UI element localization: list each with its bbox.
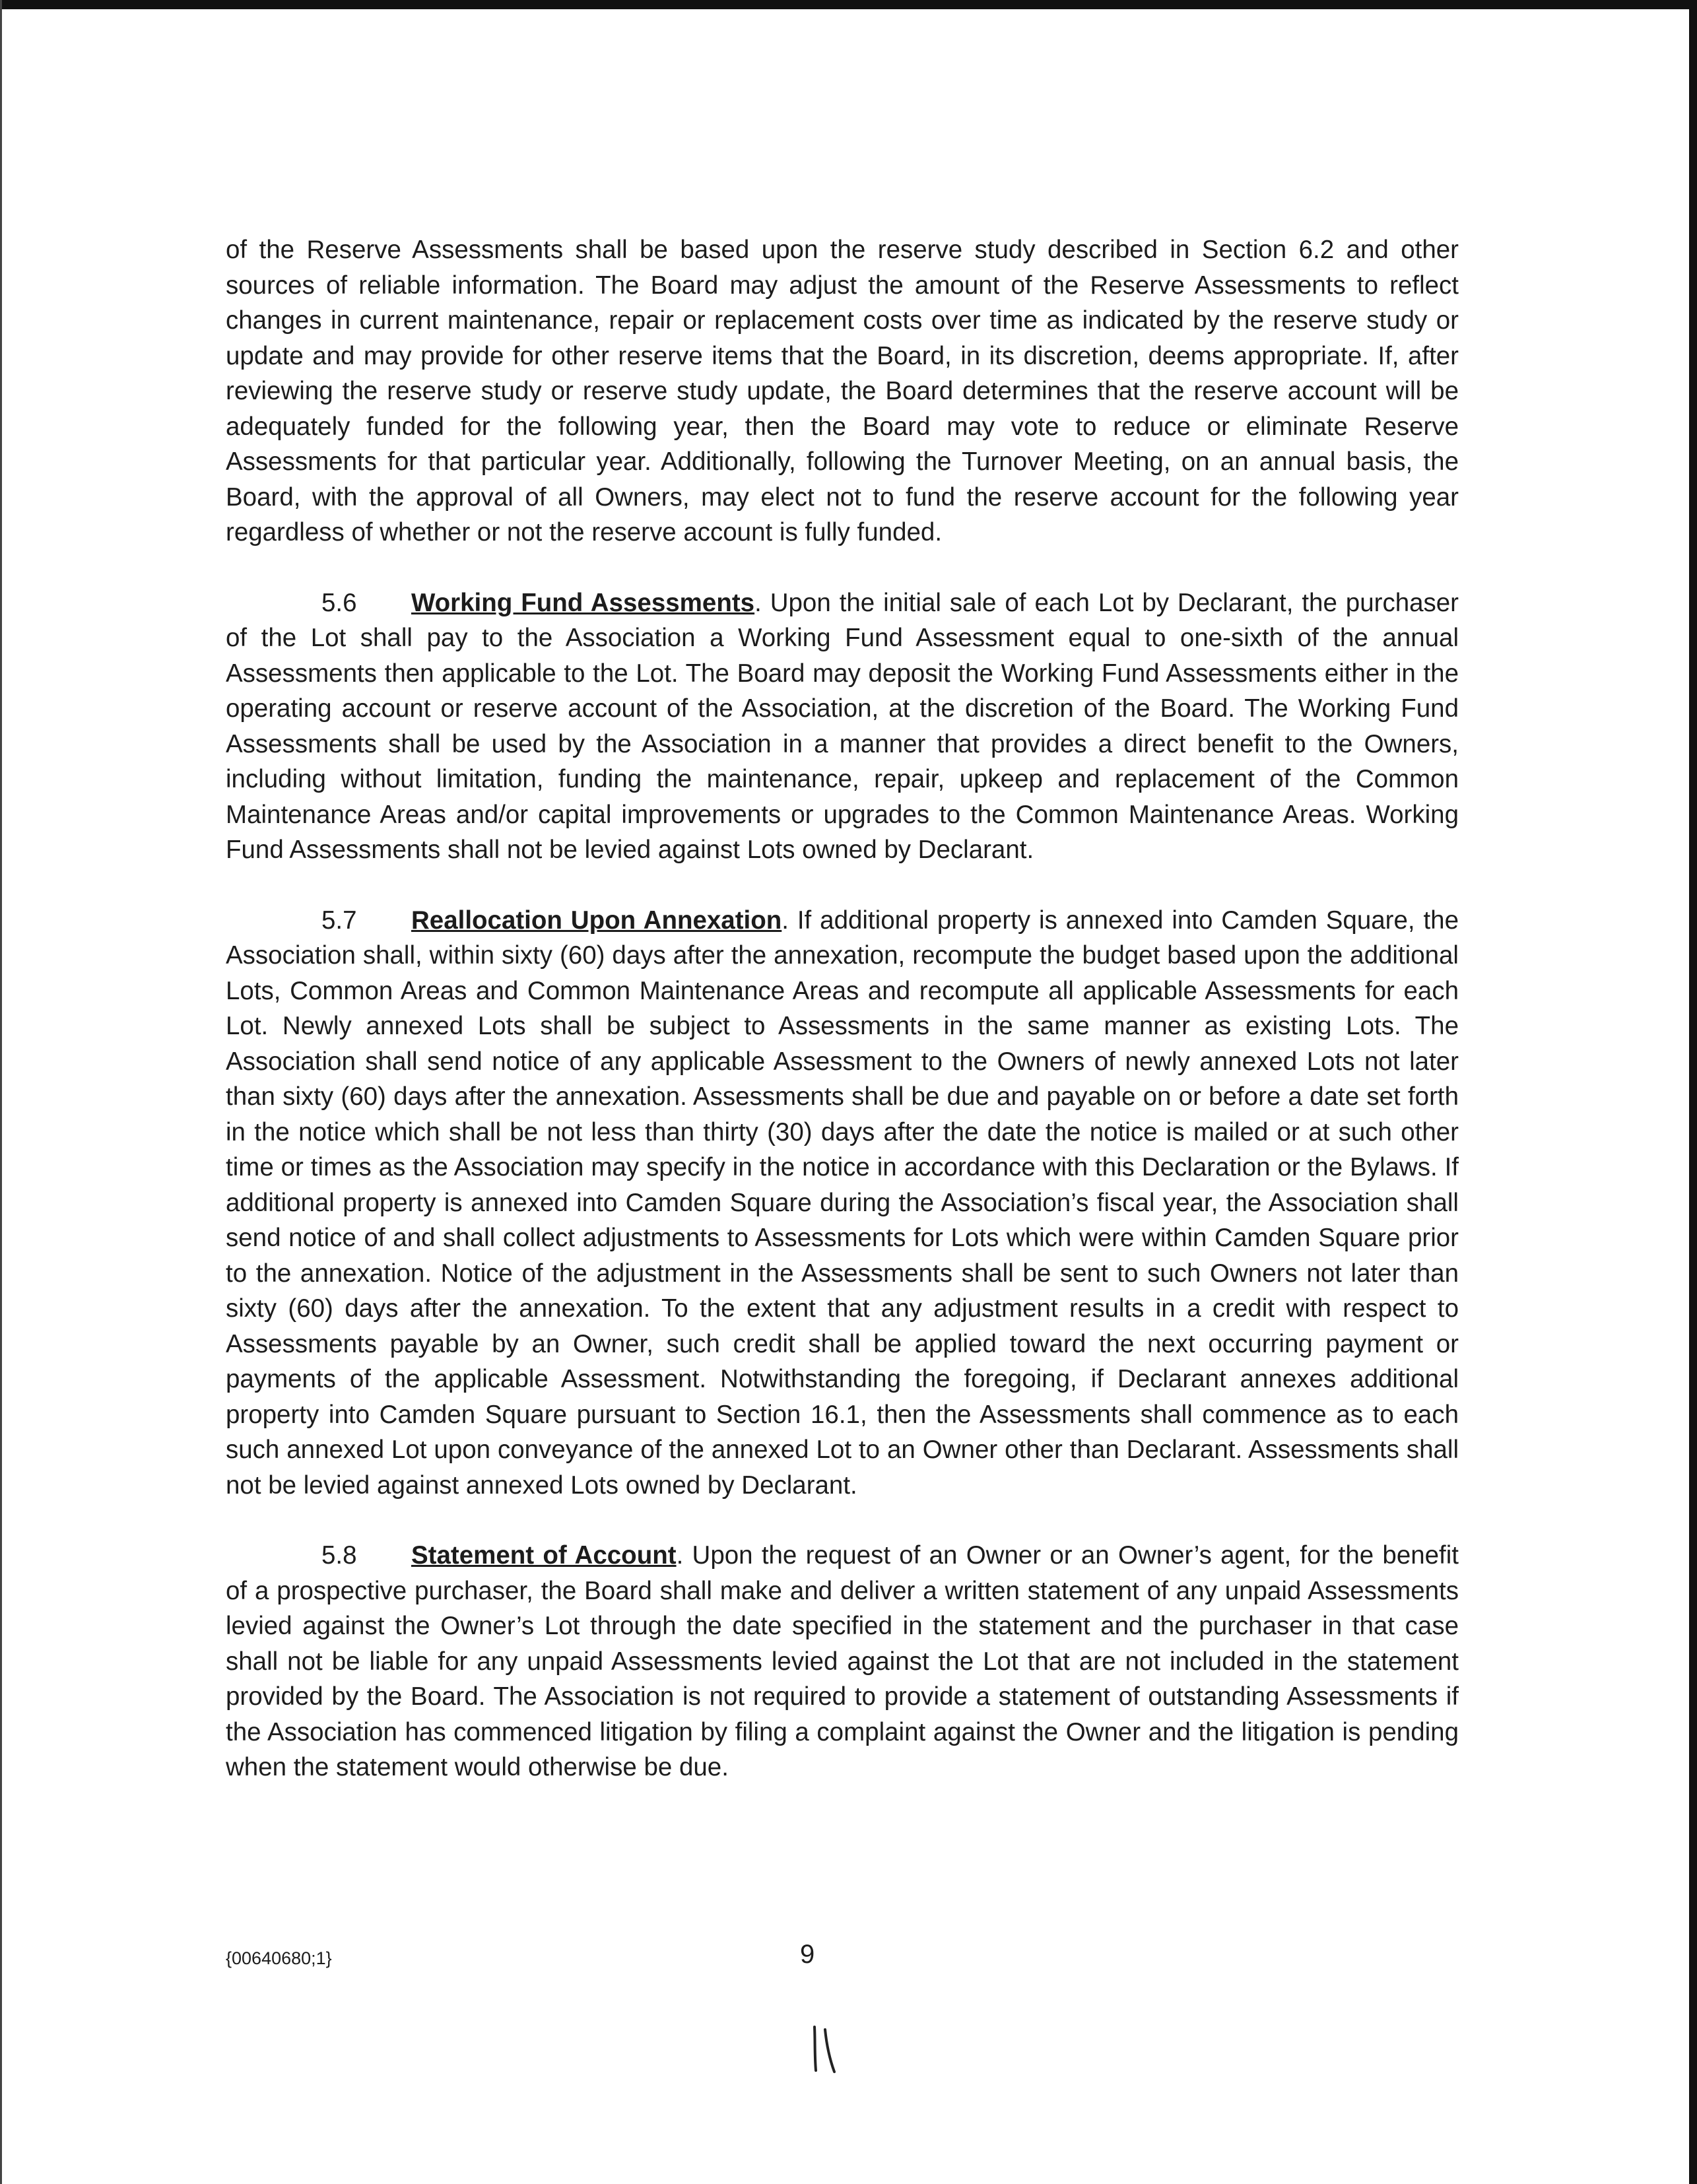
section-number: 5.8 bbox=[321, 1541, 357, 1570]
section-title: Working Fund Assessments bbox=[411, 588, 755, 617]
scan-border-right bbox=[1689, 0, 1697, 2184]
section-text: . Upon the initial sale of each Lot by Declarant, the purchaser of the Lot shall pay to the Association a Working Fund Assessment equal to one-sixth of the annual Assessments then applicable to the Lot. The Board may deposit the Working Fund Assessments either in the operating account or reserve account of the Association, at the discretion of the Board. The Working Fund Assessments shall be used by the Association in a manner that provides a direct benefit to the Owners, including without limitation, funding the maintenance, repair, upkeep and replacement of the Common Maintenance Areas and/or capital improvements or upgrades to the Common Maintenance Areas. Working Fund Assessments shall not be levied against Lots owned by Declarant. bbox=[226, 588, 1459, 864]
section-text: . If additional property is annexed into Camden Square, the Association shall, within sixty (60) days after the annexation, recompute the budget based upon the additional Lots, Common Areas and Common Maintenance Areas and recompute all applicable Assessments for each Lot. Newly annexed Lots shall be subject to Assessments in the same manner as existing Lots. The Association shall send notice of any applicable Assessment to the Owners of newly annexed Lots not later than sixty (60) days after the annexation. Assessments shall be due and payable on or before a date set forth in the notice which shall be not less than thirty (30) days after the date the notice is mailed or at such other time or times as the Association may specify in the notice in accordance with this Declaration or the Bylaws. If additional property is annexed into Camden Square during the Association’s fiscal year, the Association shall send notice of and shall collect adjustments to Assessments for Lots which were within Camden Square prior to the annexation. Notice of the adjustment in the Assessments shall be sent to such Owners not later than sixty (60) days after the annexation. To the extent that any adjustment results in a credit with respect to Assessments payable by an Owner, such credit shall be applied toward the next occurring payment or payments of the applicable Assessment. Notwithstanding the foregoing, if Declarant annexes additional property into Camden Square pursuant to Section 16.1, then the Assessments shall commence as to each such annexed Lot upon conveyance of the annexed Lot to an Owner other than Declarant. Assessments shall not be levied against annexed Lots owned by Declarant. bbox=[226, 906, 1459, 1500]
continuation-paragraph: of the Reserve Assessments shall be based upon the reserve study described in Section 6.2 and other sources of reliable information. The Board may adjust the amount of the Reserve Assessments to reflect changes in current maintenance, repair or replacement costs over time as indicated by the reserve study or update and may provide for other reserve items that the Board, in its discretion, deems appropriate. If, after reviewing the reserve study or reserve study update, the Board determines that the reserve account will be adequately funded for the following year, then the Board may vote to reduce or eliminate Reserve Assessments for that particular year. Additionally, following the Turnover Meeting, on an annual basis, the Board, with the approval of all Owners, may elect not to fund the reserve account for the following year regardless of whether or not the reserve account is fully funded. bbox=[226, 236, 1459, 546]
section-number: 5.7 bbox=[321, 906, 357, 935]
scan-border-left bbox=[0, 0, 2, 2184]
handwritten-page-mark bbox=[805, 2023, 845, 2076]
page-number: 9 bbox=[800, 1940, 815, 1969]
section-number: 5.6 bbox=[321, 588, 357, 617]
section-title: Statement of Account bbox=[411, 1541, 677, 1570]
document-id: {00640680;1} bbox=[226, 1948, 332, 1968]
section-5-7 bbox=[226, 903, 1459, 1504]
section-5-8 bbox=[226, 1538, 1459, 1785]
scan-border-top bbox=[0, 0, 1697, 9]
section-text: . Upon the request of an Owner or an Owner’s agent, for the benefit of a prospective purchaser, the Board shall make and deliver a written statement of any unpaid Assessments levied against the Owner’s Lot through the date specified in the statement and the purchaser in that case shall not be liable for any unpaid Assessments levied against the Lot that are not included in the statement provided by the Board. The Association is not required to provide a statement of outstanding Assessments if the Association has commenced litigation by filing a complaint against the Owner and the litigation is pending when the statement would otherwise be due. bbox=[226, 1541, 1459, 1781]
section-title: Reallocation Upon Annexation bbox=[411, 906, 782, 935]
document-body bbox=[226, 232, 1459, 1785]
section-5-6 bbox=[226, 585, 1459, 868]
